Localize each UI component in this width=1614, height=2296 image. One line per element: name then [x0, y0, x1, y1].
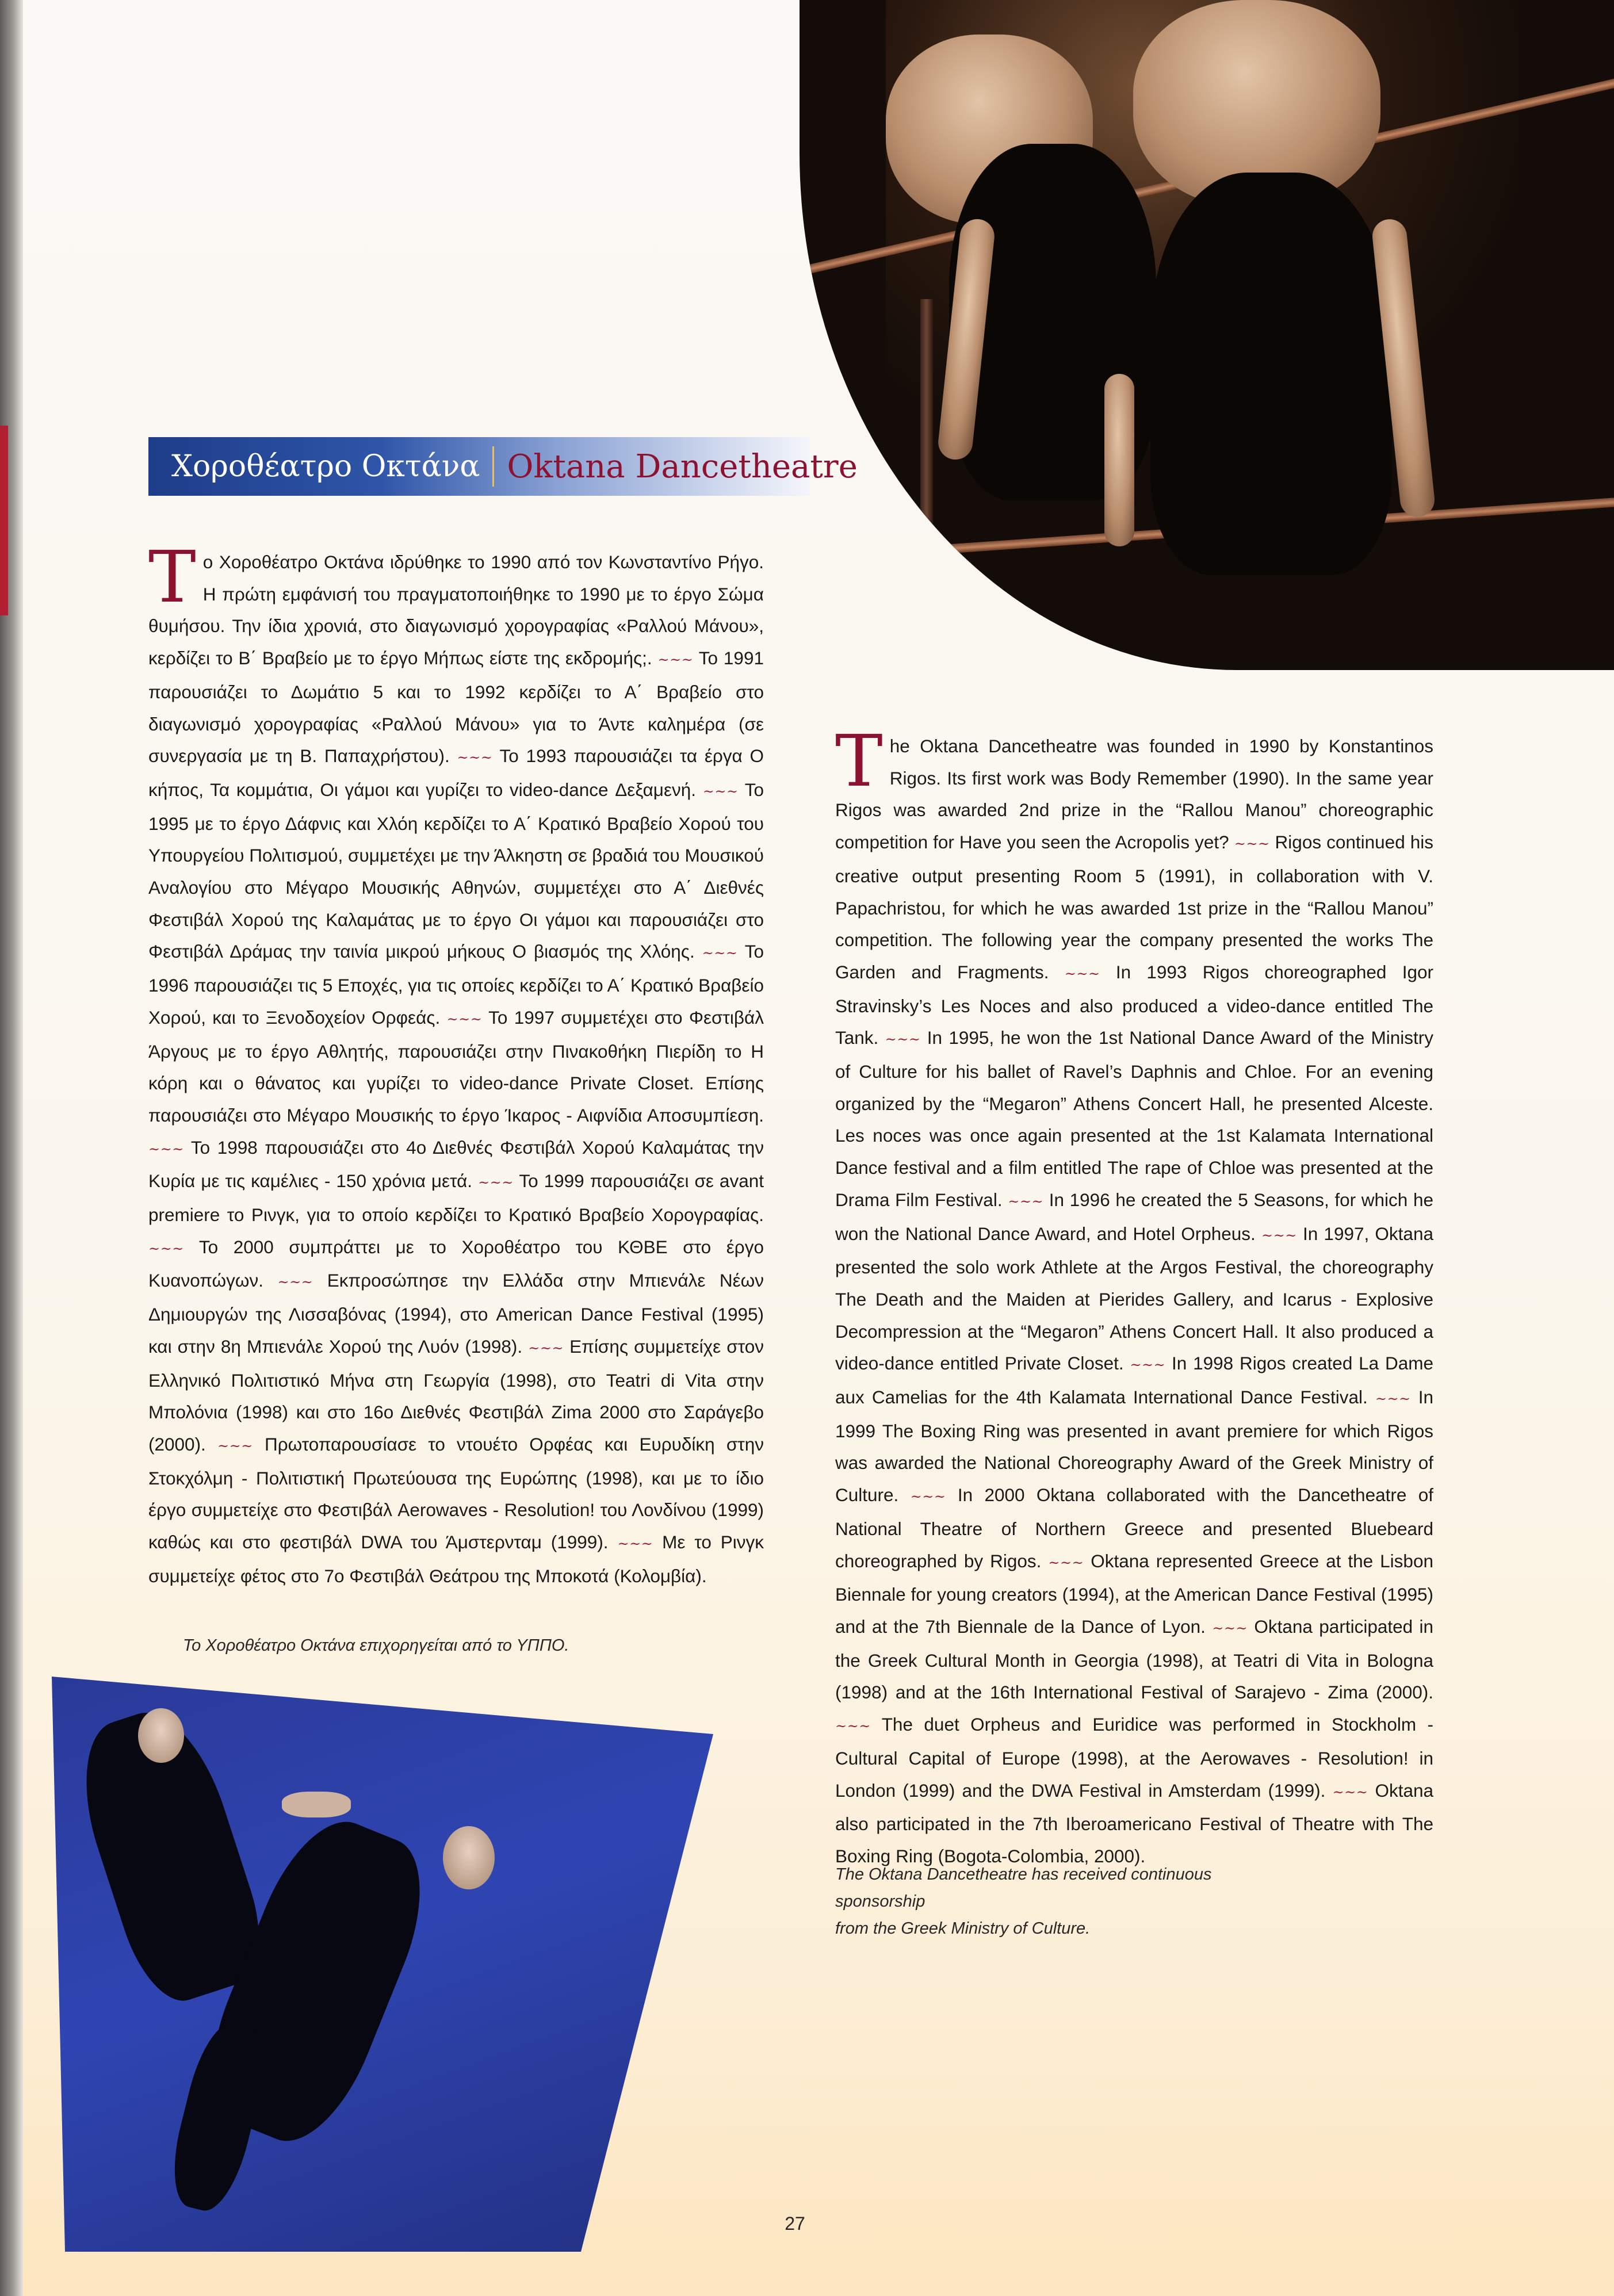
photo-duet-on-blue-floor: [52, 1677, 713, 2252]
paragraph-ornament: ~~~: [657, 652, 694, 668]
paragraph-ornament: ~~~: [617, 1536, 653, 1552]
dancer-hanging-arm-center: [1104, 374, 1134, 546]
greek-dropcap: Τ: [148, 536, 196, 619]
paragraph-ornament: ~~~: [910, 1488, 946, 1505]
paragraph-ornament: ~~~: [217, 1437, 253, 1454]
dancer-woman-face: [138, 1708, 184, 1763]
english-text-column: [835, 720, 1434, 1873]
spine-red-marker: [0, 426, 8, 615]
dancer-man-face: [443, 1826, 495, 1889]
paragraph-ornament: ~~~: [528, 1340, 564, 1356]
paragraph-ornament: ~~~: [835, 1718, 871, 1735]
greek-paragraph: ο Χοροθέατρο Οκτάνα ιδρύθηκε το 1990 από τον Κωνσταντίνο Ρήγο. Η πρώτη εμφάνισή του πραγματοποιήθηκε το 1990 με το έργο Σώμα θυμήσου. Την ίδια χρονιά, στο διαγωνισμό χορογραφίας «Ραλλού Μάνου», κερδίζει το Β΄ Βραβείο με το έργο Μήπως είστε της εκδρομής;. ~~~ Το 1991 παρουσιάζει το Δωμάτιο 5 και το 1992 κερδίζει το Α΄ Βραβείο στο διαγωνισμό χορογραφίας «Ραλλού Μάνου» για το Άντε καλημέρα (σε συνεργασία με τη Β. Παπαχρήστου). ~~~ Το 1993 παρουσιάζει τα έργα Ο κήπος, Τα κομμάτια, Οι γάμοι και γυρίζει το video-dance Δεξαμενή. ~~~ Το 1995 με το έργο Δάφνις και Χλόη κερδίζει το Α΄ Κρατικό Βραβείο Χορού του Υπουργείου Πολιτισμού, συμμετέχει με την Άλκηστη σε βραδιά του Μουσικού Αναλογίου στο Μέγαρο Μουσικής Αθηνών, συμμετέχει στο Α΄ Διεθνές Φεστιβάλ Χορού της Καλαμάτας με το έργο Οι γάμοι και παρουσιάζει στο Φεστιβάλ Δράμας την ταινία μικρού μήκους Ο βιασμός της Χλόης. ~~~ Το 1996 παρουσιάζει τις 5 Εποχές, για τις οποίες κερδίζει το Α΄ Κρατικό Βραβείο Χορού, και το Ξενοδοχείον Ορφεάς. ~~~ Το 1997 συμμετέχει στο Φεστιβάλ Άργους με το έργο Αθλητής, παρουσιάζει στην Πινακοθήκη Πιερίδη το Η κόρη και ο θάνατος και γυρίζει το video-dance Private Closet. Επίσης παρουσιάζει στο Μέγαρο Μουσικής το έργο Ίκαρος - Αιφνίδια Αποσυμπίεση. ~~~ Το 1998 παρουσιάζει στο 4ο Διεθνές Φεστιβάλ Χορού Καλαμάτας την Κυρία με τις καμέλιες - 150 χρόνια μετά. ~~~ Το 1999 παρουσιάζει σε avant premiere το Ρινγκ, για το οποίο κερδίζει το Κρατικό Βραβείο Χορογραφίας. ~~~ Το 2000 συμπράττει με το Χοροθέατρο του ΚΘΒΕ στο έργο Κυανοπώγων. ~~~ Εκπροσώπησε την Ελλάδα στην Μπιενάλε Νέων Δημιουργών της Λισσαβόνας (1994), στο American Dance Festival (1995) και στην 8η Μπιενάλε Χορού της Λυόν (1998). ~~~ Επίσης συμμετείχε στον Ελληνικό Πολιτιστικό Μήνα στη Γεωργία (1998), στο Teatri di Vita στην Μπολόνια (1998) και στο 16ο Διεθνές Φεστιβάλ Zima 2000 στο Σαράγεβο (2000). ~~~ Πρωτοπαρουσίασε το ντουέτο Ορφέας και Ευρυδίκη στην Στοκχόλμη - Πολιτιστική Πρωτεύουσα της Ευρώπης (1998), και με το ίδιο έργο συμμετείχε στο Φεστιβάλ Aerowaves - Resolution! του Λονδίνου (1999) καθώς και στο φεστιβάλ DWA του Άμστερνταμ (1999). ~~~ Με το Ρινγκ συμμετείχε φέτος στο 7ο Φεστιβάλ Θεάτρου της Μποκοτά (Κολομβία).: [148, 552, 764, 1586]
dancers-joined-hands: [282, 1792, 351, 1817]
paragraph-ornament: ~~~: [1375, 1391, 1411, 1407]
english-sponsor-credit: [835, 1861, 1295, 1942]
heading-greek: Χοροθέατρο Οκτάνα: [171, 449, 480, 484]
english-sponsor-line-1: The Oktana Dancetheatre has received continuous sponsorship: [835, 1865, 1212, 1911]
english-dropcap: T: [835, 720, 883, 803]
paragraph-ornament: ~~~: [148, 1141, 184, 1157]
paragraph-ornament: ~~~: [1048, 1554, 1084, 1571]
paragraph-ornament: ~~~: [1064, 965, 1100, 982]
section-heading: [148, 437, 858, 496]
paragraph-ornament: ~~~: [885, 1031, 921, 1048]
paragraph-ornament: ~~~: [1332, 1784, 1368, 1800]
paragraph-ornament: ~~~: [702, 783, 739, 799]
book-spine-shadow: [0, 0, 23, 2296]
paragraph-ornament: ~~~: [446, 1011, 483, 1027]
paragraph-ornament: ~~~: [1130, 1357, 1166, 1373]
paragraph-ornament: ~~~: [148, 1240, 184, 1257]
english-sponsor-line-2: from the Greek Ministry of Culture.: [835, 1919, 1091, 1938]
dancer-right-dress: [1150, 173, 1392, 575]
paragraph-ornament: ~~~: [478, 1174, 514, 1191]
heading-english: Oktana Dancetheatre: [507, 447, 858, 485]
heading-separator: [492, 446, 494, 487]
paragraph-ornament: ~~~: [1234, 836, 1270, 852]
paragraph-ornament: ~~~: [277, 1274, 313, 1291]
english-paragraph: he Oktana Dancetheatre was founded in 1990 by Konstantinos Rigos. Its first work was Body Remember (1990). In the same year Rigos was awarded 2nd prize in the “Rallou Manou” choreographic competition for Have you seen the Acropolis yet? ~~~ Rigos continued his creative output presenting Room 5 (1991), in collaboration with V. Papachristou, for which he was awarded 1st prize in the “Rallou Manou” competition. The following year the company presented the works The Garden and Fragments. ~~~ In 1993 Rigos choreographed Igor Stravinsky’s Les Noces and also produced a video-dance entitled The Tank. ~~~ In 1995, he won the 1st National Dance Award of the Ministry of Culture for his ballet of Ravel’s Daphnis and Chloe. For an evening organized by the “Megaron” Athens Concert Hall, he presented Alceste. Les noces was once again presented at the 1st Kalamata International Dance festival and a film entitled The rape of Chloe was presented at the Drama Film Festival. ~~~ In 1996 he created the 5 Seasons, for which he won the National Dance Award, and Hotel Orpheus. ~~~ In 1997, Oktana presented the solo work Athlete at the Argos Festival, the choreography The Death and the Maiden at Pierides Gallery, and Icarus - Explosive Decompression at the “Megaron” Athens Concert Hall. It also produced a video-dance entitled Private Closet. ~~~ In 1998 Rigos created La Dame aux Camelias for the 4th Kalamata International Dance Festival. ~~~ In 1999 The Boxing Ring was presented in avant premiere for which Rigos was awarded the National Choreography Award of the Greek Ministry of Culture. ~~~ In 2000 Oktana collaborated with the Dancetheatre of National Theatre of Northern Greece and presented Bluebeard choreographed by Rigos. ~~~ Oktana represented Greece at the Lisbon Biennale for young creators (1994), at the American Dance Festival (1995) and at the 7th Biennale de la Dance of Lyon. ~~~ Oktana participated in the Greek Cultural Month in Georgia (1998), at Teatri di Vita in Bologna (1998) and at the 16th International Festival of Sarajevo - Zima (2000). ~~~ The duet Orpheus and Euridice was performed in Stockholm - Cultural Capital of Europe (1998), at the Aerowaves - Resolution! in London (1999) and the DWA Festival in Amsterdam (1999). ~~~ Oktana also participated in the 7th Iberoamericano Festival of Theatre with The Boxing Ring (Bogota-Colombia, 2000).: [835, 736, 1434, 1866]
greek-text-column: [148, 536, 764, 1593]
paragraph-ornament: ~~~: [1261, 1227, 1297, 1243]
paragraph-ornament: ~~~: [1008, 1193, 1044, 1210]
paragraph-ornament: ~~~: [457, 749, 493, 766]
photo-dancers-on-boxing-ring: [800, 0, 1614, 670]
paragraph-ornament: ~~~: [702, 945, 738, 962]
greek-sponsor-credit: Το Χοροθέατρο Οκτάνα επιχορηγείται από το ΥΠΠΟ.: [183, 1636, 569, 1655]
page-number: 27: [785, 2213, 805, 2234]
paragraph-ornament: ~~~: [1212, 1620, 1248, 1636]
